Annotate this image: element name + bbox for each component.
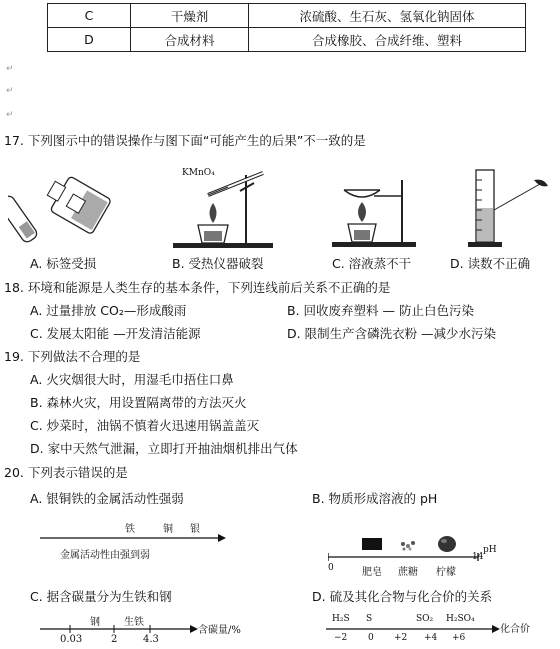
question-20-stem: 20. 下列表示错误的是 <box>4 465 128 480</box>
q19-option-a: A. 火灾烟很大时，用湿毛巾捂住口鼻 <box>30 372 234 387</box>
metal-fe: 铁 <box>125 524 135 535</box>
carbon-tick-003: 0.03 <box>60 634 83 645</box>
table-row <box>48 28 526 52</box>
q20-option-d: D. 硫及其化合物与化合价的关系 <box>312 589 493 604</box>
metal-ag: 银 <box>190 524 200 535</box>
carbon-axis-label: 含碳量/% <box>198 625 241 636</box>
label-damage-figure <box>8 166 118 246</box>
q17-option-d: D. 读数不正确 <box>450 256 531 271</box>
species-s: S <box>366 614 373 624</box>
cylinder-reading-figure <box>468 166 553 250</box>
paragraph-mark: ↵ <box>6 86 14 96</box>
q19-option-d: D. 家中天然气泄漏，立即打开抽油烟机排出气体 <box>30 441 298 456</box>
q19-option-b: B. 森林火灾，用设置隔离带的方法灭火 <box>30 395 247 410</box>
valence-tick: +6 <box>452 633 466 643</box>
q20-option-c: C. 据含碳量分为生铁和钢 <box>30 589 172 604</box>
question-18-stem: 18. 环境和能源是人类生存的基本条件，下列连线前后关系不正确的是 <box>4 280 391 295</box>
carbon-tick-43: 4.3 <box>143 634 159 645</box>
q18-option-a: A. 过量排放 CO₂—形成酸雨 <box>30 303 187 318</box>
paragraph-mark: ↵ <box>6 64 14 74</box>
valence-tick: +4 <box>424 633 438 643</box>
paragraph-mark: ↵ <box>6 110 14 120</box>
table-cell: 合成橡胶、合成纤维、塑料 <box>249 28 526 52</box>
q19-option-c: C. 炒菜时，油锅不慎着火迅速用锅盖盖灭 <box>30 418 260 433</box>
species-h2s: H₂S <box>332 614 350 624</box>
q17-option-b: B. 受热仪器破裂 <box>172 256 264 271</box>
table-cell: C <box>48 4 131 28</box>
activity-arrow <box>40 533 226 543</box>
species-so2: SO₂ <box>416 614 434 624</box>
q20-option-a: A. 银铜铁的金属活动性强弱 <box>30 491 184 506</box>
soap-label: 肥皂 <box>362 567 382 578</box>
activity-axis-label: 金属活动性由强到弱 <box>60 550 150 561</box>
table-row <box>48 4 526 28</box>
carbon-tick-2: 2 <box>111 634 118 645</box>
valence-axis-label: 化合价 <box>500 624 530 635</box>
q20-option-b: B. 物质形成溶液的 pH <box>312 491 438 506</box>
ph-fourteen: 14 <box>472 552 484 562</box>
evaporation-figure <box>330 168 420 250</box>
carbon-arrow <box>40 624 198 634</box>
metal-cu: 铜 <box>163 524 173 535</box>
lemon-label: 柠檬 <box>436 567 456 578</box>
table-cell: 浓硫酸、生石灰、氢氧化钠固体 <box>249 4 526 28</box>
table-cell: 合成材料 <box>131 28 249 52</box>
sugar-label: 蔗糖 <box>398 567 418 578</box>
sugar-icon <box>398 538 420 552</box>
steel-label: 钢 <box>90 617 100 628</box>
table-cell: 干燥剂 <box>131 4 249 28</box>
valence-tick: 0 <box>368 633 374 643</box>
q18-option-c: C. 发展太阳能 —开发清洁能源 <box>30 326 201 341</box>
q18-option-d: D. 限制生产含磷洗衣粉 —减少水污染 <box>287 326 497 341</box>
q17-option-c: C. 溶液蒸不干 <box>332 256 412 271</box>
question-19-stem: 19. 下列做法不合理的是 <box>4 349 141 364</box>
ph-axis-label: pH <box>483 545 497 555</box>
table-cell: D <box>48 28 131 52</box>
valence-arrow <box>326 624 500 634</box>
lemon-icon <box>437 535 457 553</box>
valence-tick: +2 <box>394 633 408 643</box>
ph-zero: 0 <box>328 563 334 573</box>
soap-icon <box>362 538 382 550</box>
valence-tick: −2 <box>334 633 348 643</box>
pig-iron-label: 生铁 <box>124 617 144 628</box>
species-h2so4: H₂SO₄ <box>446 614 475 624</box>
q18-option-b: B. 回收废弃塑料 — 防止白色污染 <box>287 303 474 318</box>
kmno4-label: KMnO₄ <box>182 168 215 178</box>
question-17-stem: 17. 下列图示中的错误操作与图下面“可能产生的后果”不一致的是 <box>4 133 366 148</box>
answer-table <box>47 3 526 52</box>
q17-option-a: A. 标签受损 <box>30 256 97 271</box>
